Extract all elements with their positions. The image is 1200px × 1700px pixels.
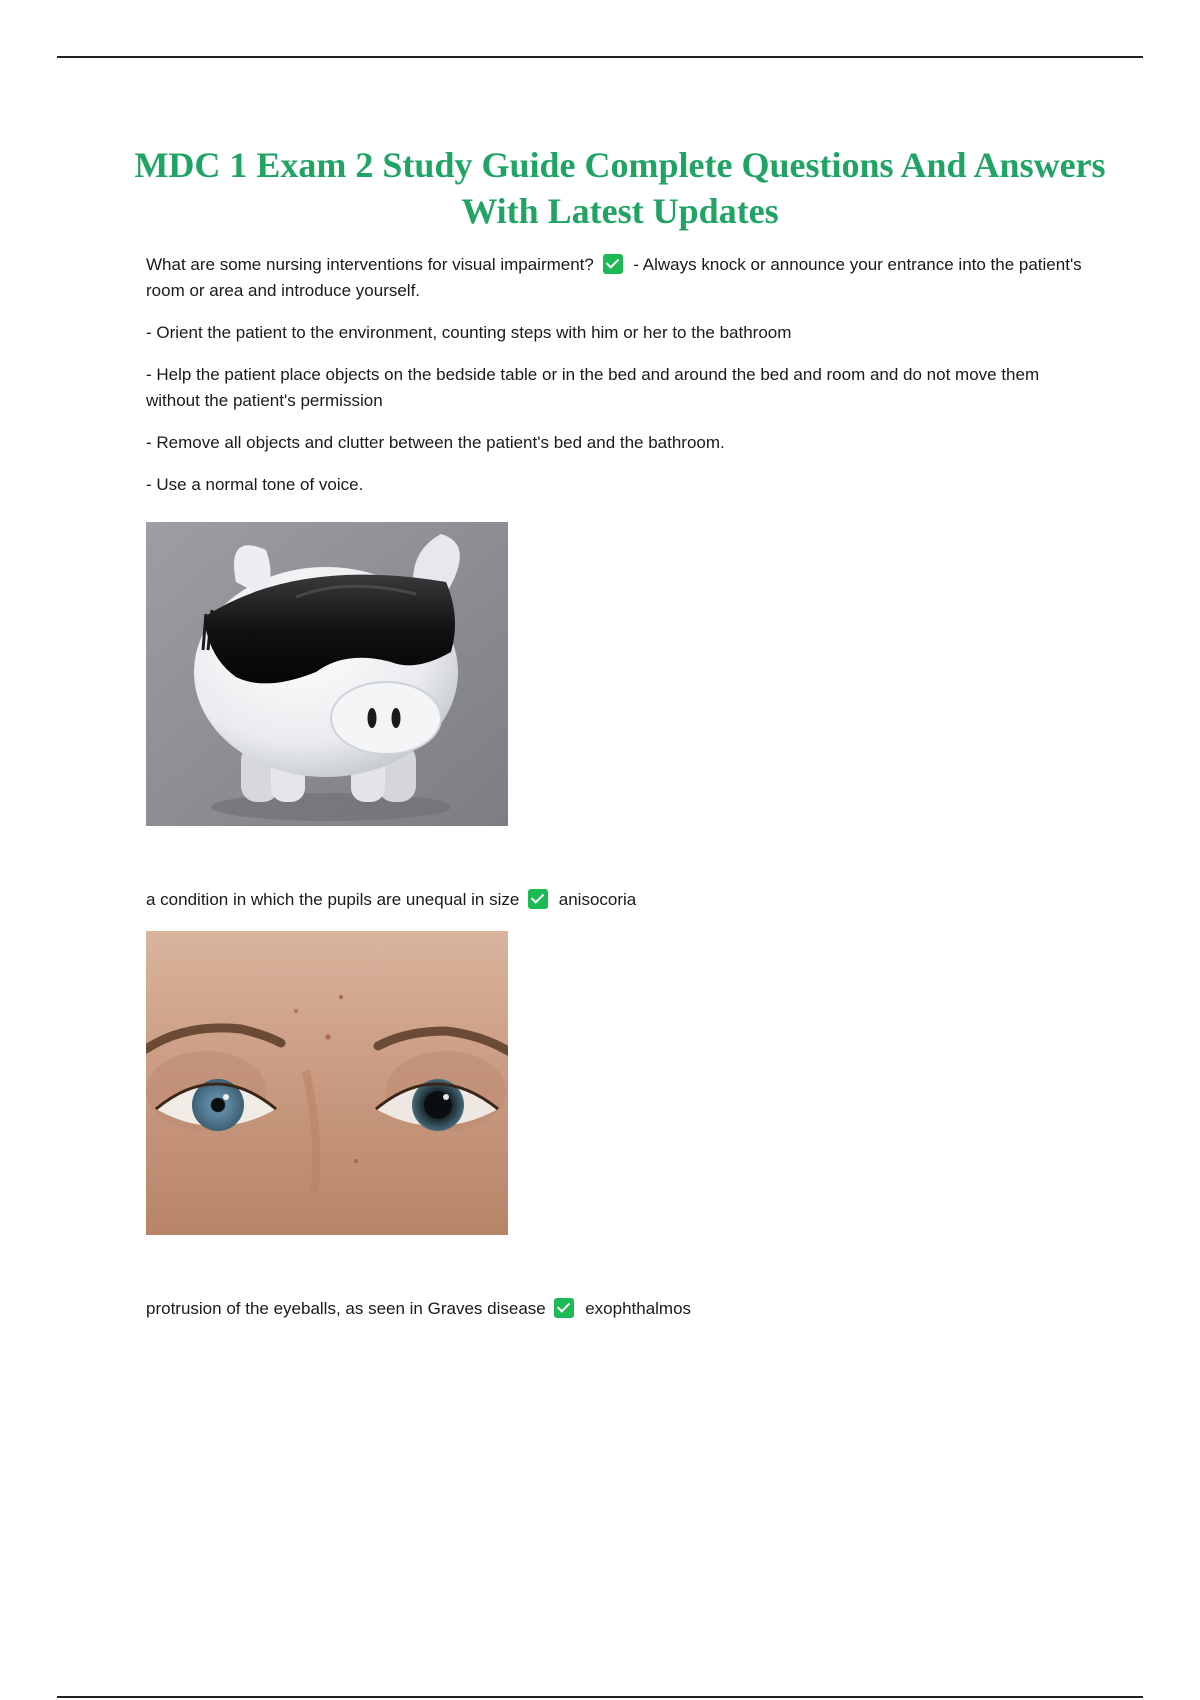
check-mark-icon bbox=[603, 254, 623, 274]
eyes-closeup-image bbox=[146, 931, 508, 1235]
question-text: a condition in which the pupils are unequal in size bbox=[146, 890, 520, 909]
question-answer-2 bbox=[146, 887, 636, 913]
list-item: - Help the patient place objects on the bedside table or in the bed and around the bed and room and do not move them without the patient's permission bbox=[146, 365, 1040, 410]
list-item: - Use a normal tone of voice. bbox=[146, 475, 364, 494]
bottom-rule bbox=[57, 1696, 1143, 1698]
check-mark-icon bbox=[528, 889, 548, 909]
question-answer-1 bbox=[146, 252, 1086, 304]
question-answer-3 bbox=[146, 1296, 691, 1322]
top-rule bbox=[57, 56, 1143, 58]
section-visual-impairment bbox=[146, 252, 1086, 514]
question-text: protrusion of the eyeballs, as seen in Graves disease bbox=[146, 1299, 546, 1318]
answer-text: exophthalmos bbox=[585, 1299, 692, 1318]
page-title: MDC 1 Exam 2 Study Guide Complete Questions And Answers With Latest Updates bbox=[134, 145, 1106, 231]
check-mark-icon bbox=[554, 1298, 574, 1318]
answer-text: - Always knock or announce your entrance into the patient's room or area and introduce yourself. bbox=[146, 255, 1082, 300]
piggy-bank-blindfold-image bbox=[146, 522, 508, 826]
list-item: - Remove all objects and clutter between the patient's bed and the bathroom. bbox=[146, 433, 725, 452]
list-item: - Orient the patient to the environment, counting steps with him or her to the bathroom bbox=[146, 323, 792, 342]
answer-text: anisocoria bbox=[558, 890, 637, 909]
question-text: What are some nursing interventions for visual impairment? bbox=[146, 255, 594, 274]
